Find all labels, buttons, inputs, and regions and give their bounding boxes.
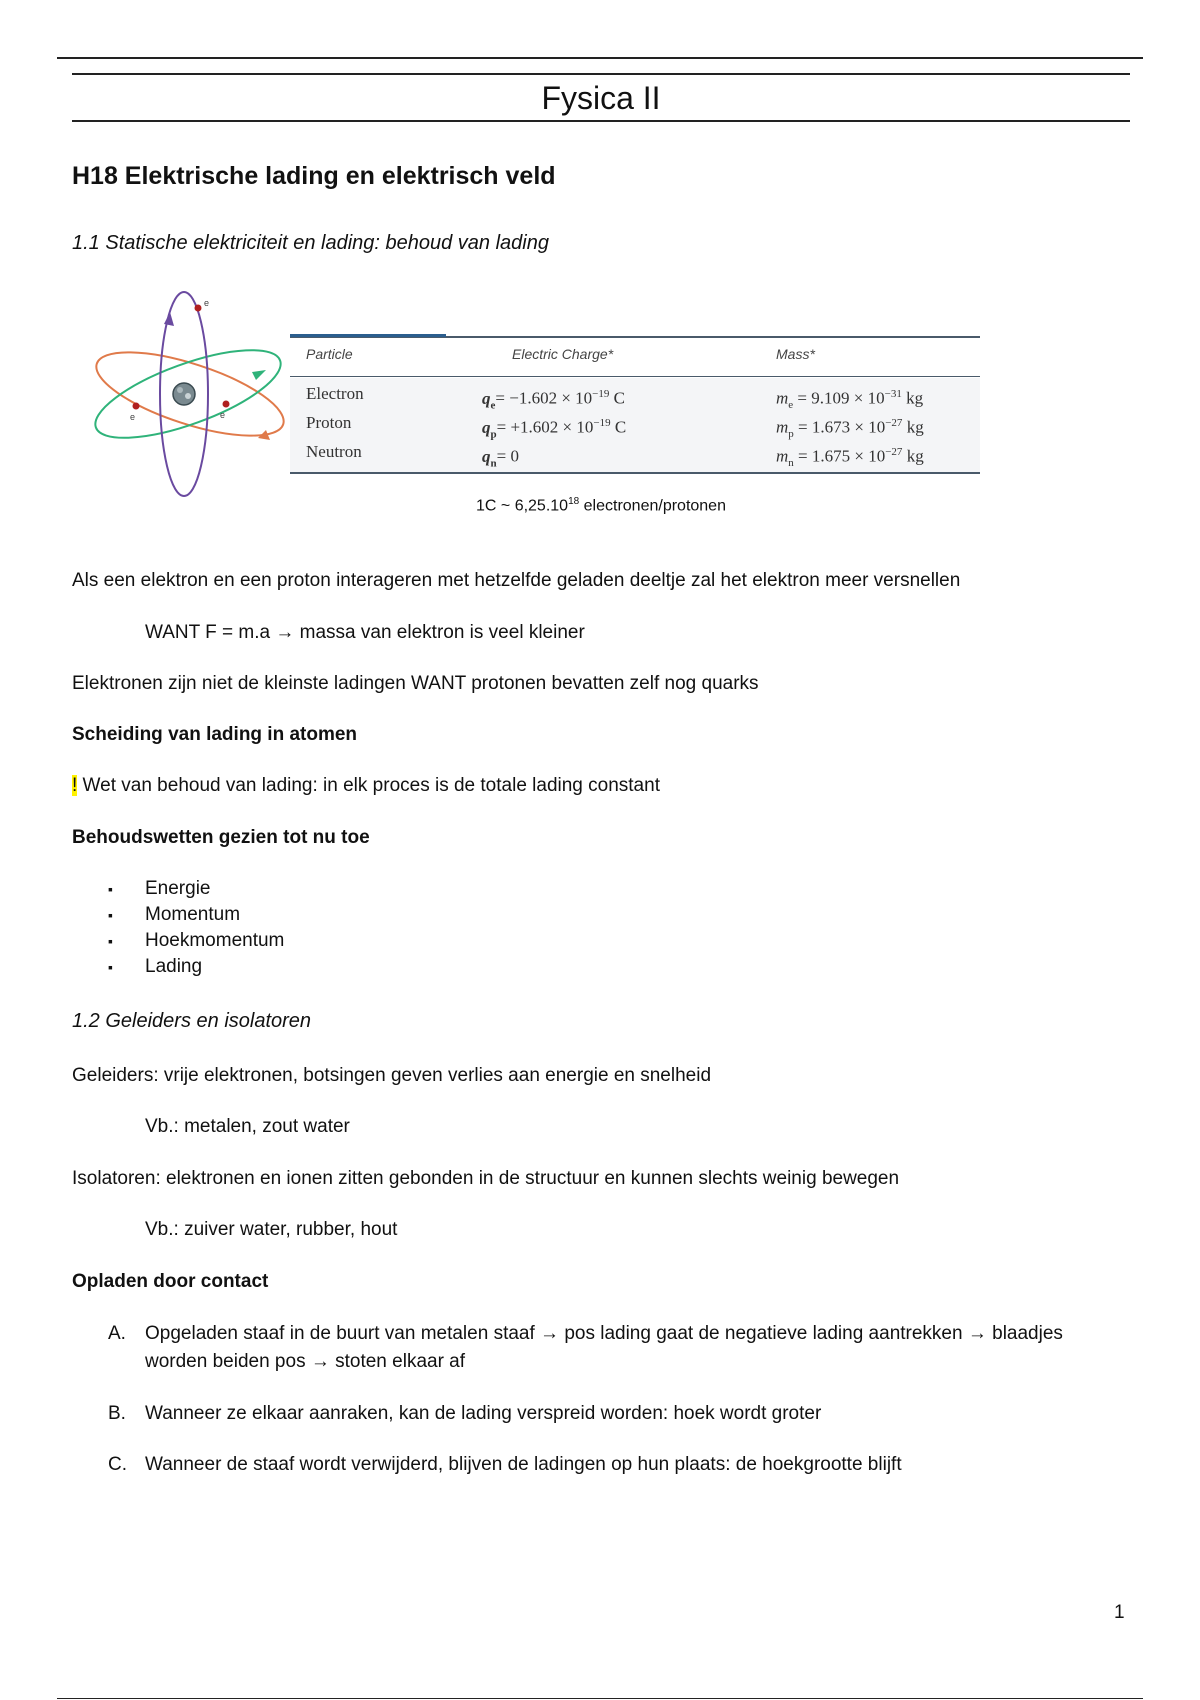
paragraph: Geleiders: vrije elektronen, botsingen geven verlies aan energie en snelheid xyxy=(72,1065,712,1086)
table-cell-mass: $m_n = 1.675 \times 10^{-27}$ kg xyxy=(776,446,924,470)
arrow-green-icon xyxy=(252,370,266,380)
highlight-mark: ! xyxy=(72,775,78,796)
electron-label: e xyxy=(204,298,210,308)
table-cell-mass: $m_p = 1.673 \times 10^{-27}$ kg xyxy=(776,417,924,441)
section-1-heading: 1.1 Statische elektriciteit en lading: behoud van lading xyxy=(72,232,549,254)
section-2-heading: 1.2 Geleiders en isolatoren xyxy=(72,1010,312,1032)
list-item: ▪ Energie xyxy=(108,876,284,902)
arrow-purple-icon xyxy=(164,312,174,326)
paragraph-indented: Vb.: zuiver water, rubber, hout xyxy=(145,1219,398,1240)
paragraph: Elektronen zijn niet de kleinste ladingen WANT protonen bevatten zelf nog quarks xyxy=(72,673,759,694)
subheading-opladen: Opladen door contact xyxy=(72,1271,269,1292)
chapter-heading: H18 Elektrische lading en elektrisch veld xyxy=(72,162,556,190)
conservation-laws-list xyxy=(108,876,284,980)
list-item: ▪ Momentum xyxy=(108,902,284,928)
list-item: B. Wanneer ze elkaar aanraken, kan de lading verspreid worden: hoek wordt groter xyxy=(108,1403,822,1424)
page-number: 1 xyxy=(1114,1602,1125,1623)
electron-dot xyxy=(223,401,230,408)
list-item: ▪ Hoekmomentum xyxy=(108,928,284,954)
electron-dot xyxy=(195,305,202,312)
table-cell-charge: $q_n= 0$ xyxy=(482,446,519,470)
charge-caption: 1C ~ 6,25.10$^{18}$ electronen/protonen xyxy=(476,496,726,515)
paragraph-indented: Vb.: metalen, zout water xyxy=(145,1116,350,1137)
table-header-mass: Mass* xyxy=(776,346,815,362)
subheading-scheiding: Scheiding van lading in atomen xyxy=(72,724,358,745)
paragraph-indented: WANT F = m.a → massa van elektron is veel kleiner xyxy=(145,622,585,643)
table-cell-particle: Neutron xyxy=(306,442,362,461)
table-cell-charge: $q_e= -1.602 \times 10^{-19}$ C xyxy=(482,388,625,412)
table-cell-mass: $m_e = 9.109 \times 10^{-31}$ kg xyxy=(776,388,924,412)
paragraph: Isolatoren: elektronen en ionen zitten gebonden in de structuur en kunnen slechts weinig bewegen xyxy=(72,1168,900,1189)
table-cell-particle: Proton xyxy=(306,413,352,432)
list-item: ▪ Lading xyxy=(108,954,284,980)
table-header-charge: Electric Charge* xyxy=(512,346,614,362)
bottom-rule xyxy=(57,1698,1143,1699)
law-statement: ! Wet van behoud van lading: in elk proces is de totale lading constant xyxy=(72,775,660,796)
page-title: Fysica II xyxy=(541,80,661,116)
nucleus xyxy=(173,383,195,405)
table-cell-particle: Electron xyxy=(306,384,364,403)
subheading-behoudswetten: Behoudswetten gezien tot nu toe xyxy=(72,827,370,848)
table-header-particle: Particle xyxy=(306,346,353,362)
list-item: A. Opgeladen staaf in de buurt van metalen staaf → pos lading gaat de negatieve lading aantrekken → blaadjes worden beiden pos → stoten elkaar af xyxy=(108,1323,1063,1372)
electron-label: e xyxy=(220,410,226,420)
top-outer-rule xyxy=(57,57,1143,59)
list-item: C. Wanneer de staaf wordt verwijderd, blijven de ladingen op hun plaats: de hoekgrootte blijft xyxy=(108,1454,902,1475)
paragraph: Als een elektron en een proton interageren met hetzelfde geladen deeltje zal het elektron meer versnellen xyxy=(72,570,961,591)
title-bottom-rule xyxy=(72,120,1130,122)
electron-label: e xyxy=(130,412,136,422)
atom-illustration xyxy=(80,288,290,500)
table-cell-charge: $q_p= +1.602 \times 10^{-19}$ C xyxy=(482,417,627,441)
electron-dot xyxy=(133,403,140,410)
